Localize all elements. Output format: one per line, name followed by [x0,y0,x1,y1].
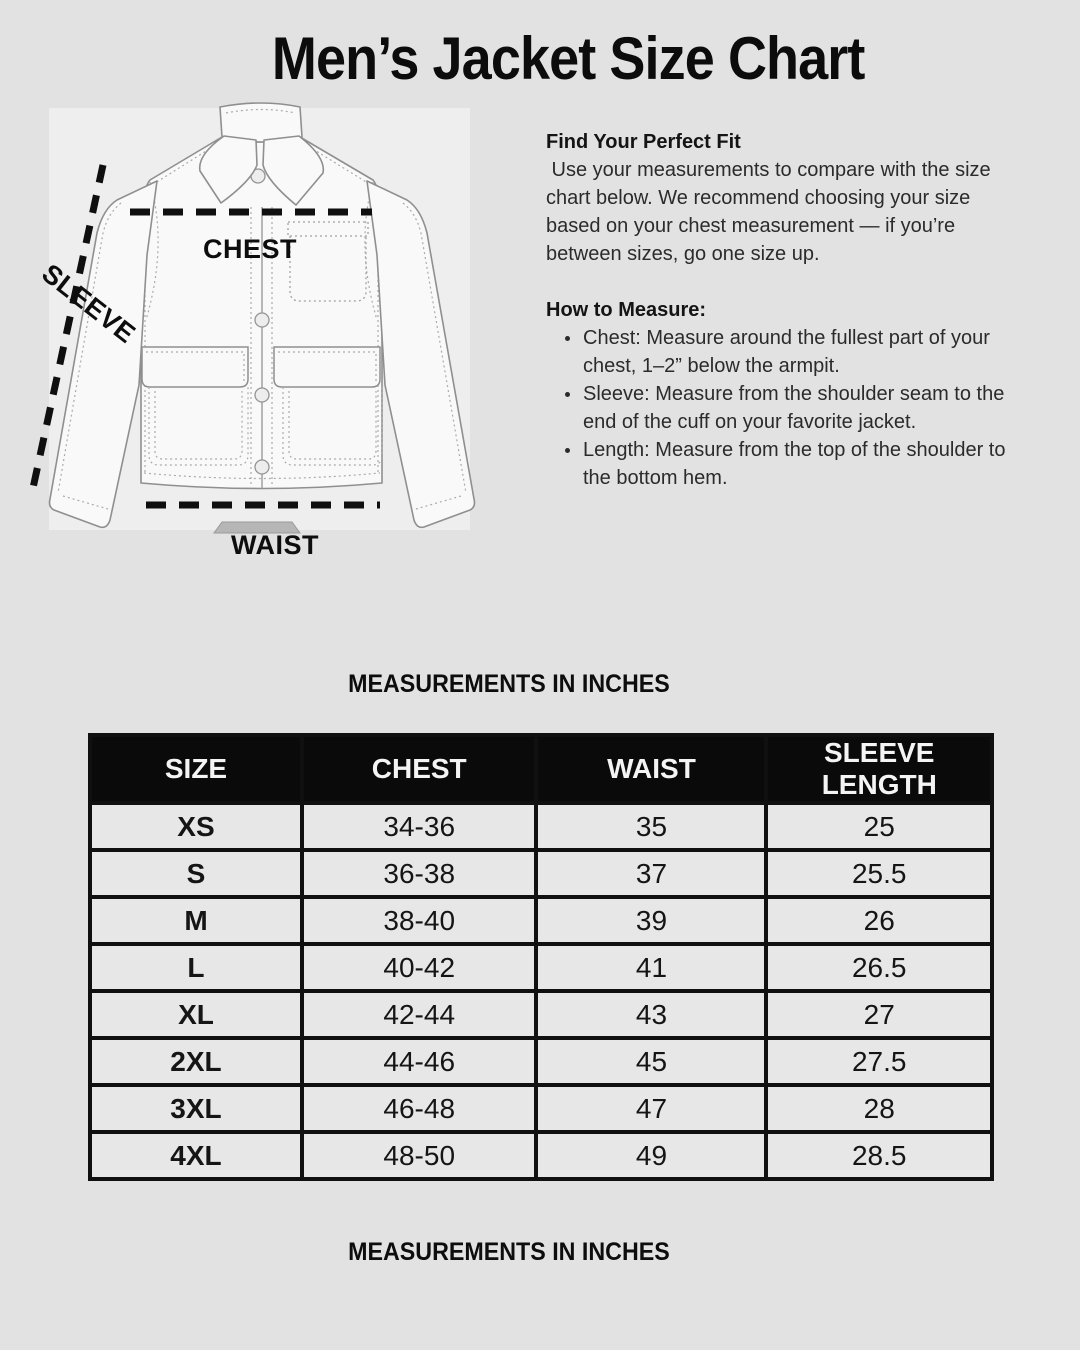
table-caption-top-text: MEASUREMENTS IN INCHES [348,670,670,698]
cell-waist: 41 [536,944,766,991]
measure-item-length: • Length: Measure from the top of the shoulder to the bottom hem. [582,436,1020,492]
page-title [28,24,1080,93]
size-table [88,733,994,1181]
chest-label: CHEST [202,234,298,264]
cell-waist: 45 [536,1038,766,1085]
cell-size: 4XL [90,1132,302,1179]
table-row [90,1132,992,1179]
cell-size: XS [90,803,302,850]
measure-list [546,324,1020,492]
cell-waist: 39 [536,897,766,944]
fit-intro: Use your measurements to compare with the size chart below. We recommend choosing your size based on your chest measurement — if you’re between sizes, go one size up. [546,159,991,265]
cell-waist: 35 [536,803,766,850]
waist-label: WAIST [231,530,319,560]
cell-waist: 43 [536,991,766,1038]
cell-chest: 44-46 [302,1038,537,1085]
table-row [90,1085,992,1132]
table-row [90,897,992,944]
cell-sleeve: 26.5 [766,944,992,991]
cell-chest: 46-48 [302,1085,537,1132]
cell-sleeve: 26 [766,897,992,944]
cell-waist: 47 [536,1085,766,1132]
cell-size: 2XL [90,1038,302,1085]
cell-sleeve: 25.5 [766,850,992,897]
page-title-text: Men’s Jacket Size Chart [271,25,865,92]
cell-chest: 38-40 [302,897,537,944]
table-caption-bottom [0,1238,1018,1267]
table-row [90,991,992,1038]
cell-size: 3XL [90,1085,302,1132]
header-chest: CHEST [302,735,537,803]
cell-chest: 48-50 [302,1132,537,1179]
sleeve-label: SLEEVE [36,258,142,350]
measure-item-sleeve: • Sleeve: Measure from the shoulder seam to the end of the cuff on your favorite jacket. [582,380,1020,436]
table-row [90,803,992,850]
cell-chest: 42-44 [302,991,537,1038]
table-row [90,944,992,991]
cell-sleeve: 28.5 [766,1132,992,1179]
cell-chest: 36-38 [302,850,537,897]
table-row [90,1038,992,1085]
header-size: SIZE [90,735,302,803]
cell-size: L [90,944,302,991]
table-caption-top [0,670,1018,699]
table-row [90,850,992,897]
header-sleeve-length: SLEEVE LENGTH [766,735,992,803]
cell-sleeve: 27.5 [766,1038,992,1085]
cell-sleeve: 28 [766,1085,992,1132]
how-to-measure-heading: How to Measure: [546,299,707,321]
fit-info [546,128,1020,492]
cell-size: S [90,850,302,897]
cell-chest: 40-42 [302,944,537,991]
cell-size: M [90,897,302,944]
header-waist: WAIST [536,735,766,803]
table-header-row [90,735,992,803]
cell-size: XL [90,991,302,1038]
jacket-diagram [0,95,490,575]
table-caption-bottom-text: MEASUREMENTS IN INCHES [348,1238,670,1266]
cell-chest: 34-36 [302,803,537,850]
cell-sleeve: 25 [766,803,992,850]
cell-waist: 49 [536,1132,766,1179]
fit-heading: Find Your Perfect Fit [546,131,741,153]
measure-item-chest: • Chest: Measure around the fullest part of your chest, 1–2” below the armpit. [582,324,1020,380]
cell-sleeve: 27 [766,991,992,1038]
cell-waist: 37 [536,850,766,897]
